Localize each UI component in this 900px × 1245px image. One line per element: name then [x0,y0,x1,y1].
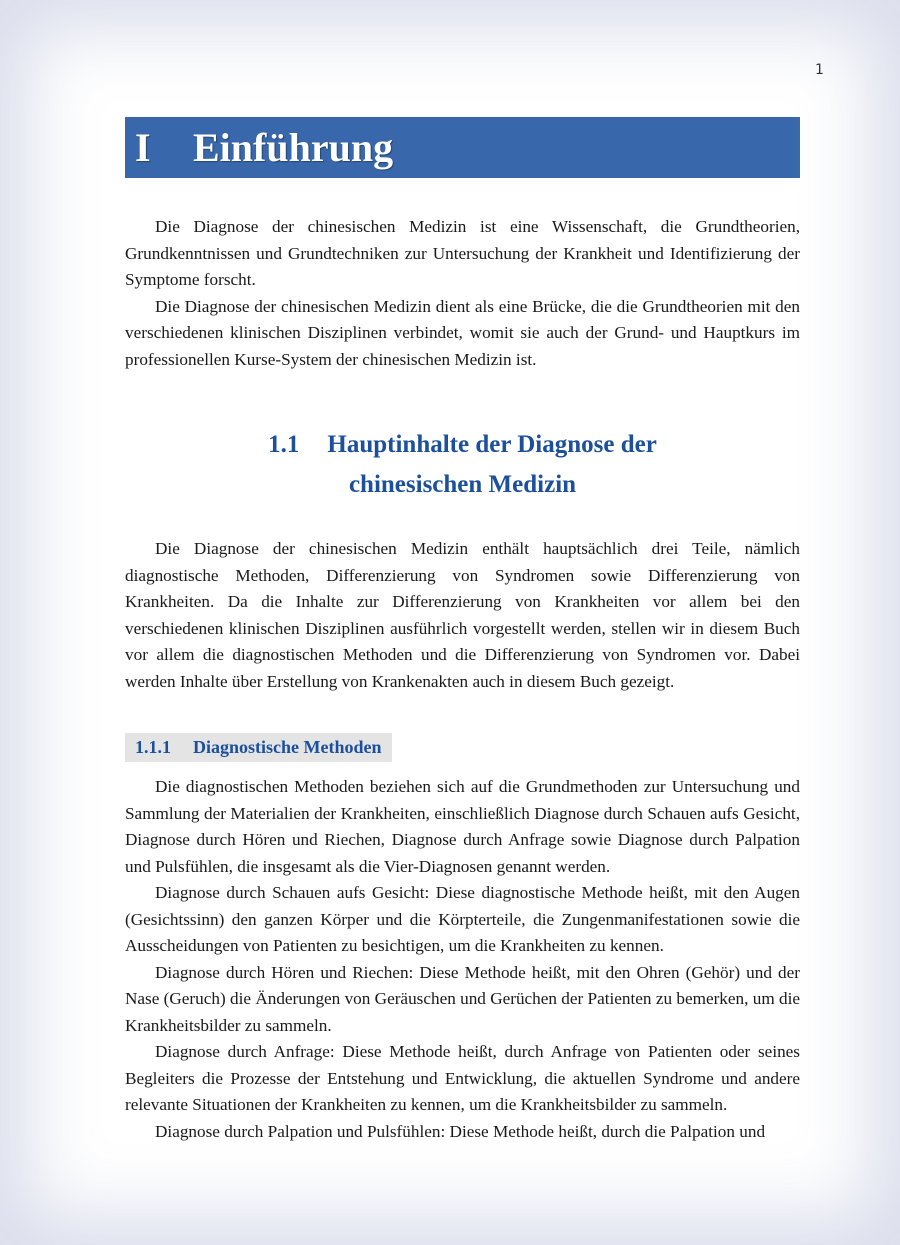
paragraph: Die Diagnose der chinesischen Medizin dient als eine Brücke, die die Grundtheorien mit den verschiedenen klinischen Disziplinen verbindet, womit sie auch der Grund- und Hauptkurs im professionellen Kurse-System der chinesischen Medizin ist. [125,296,800,369]
section-heading [125,425,800,505]
section-title-line-1: Hauptinhalte der Diagnose der [327,431,657,458]
paragraph: Die Diagnose der chinesischen Medizin ist eine Wissenschaft, die Grundtheorien, Grundkenntnissen und Grundtechniken zur Untersuchung der Krankheit und Identifizierung der Symptome forscht. [125,217,800,289]
paragraph-continued: Diagnose durch Palpation und Pulsfühlen: Diese Methode heißt, durch die Palpation und [155,1121,766,1141]
paragraph: Diagnose durch Anfrage: Diese Methode heißt, durch Anfrage von Patienten oder seines Begleiters die Prozesse der Entstehung und Entwicklung, die aktuellen Syndrome und andere relevante Situationen der Krankheiten zu kennen, um die Krankheitsbilder zu sammeln. [125,1042,800,1114]
subsection-number: 1.1.1 [135,737,171,757]
paragraph: Diagnose durch Schauen aufs Gesicht: Diese diagnostische Methode heißt, mit den Augen (Gesichtssinn) den ganzen Körper und die Körpterteile, die Zungenmanifestationen sowie die Ausscheidungen von Patienten zu besichtigen, um die Krankheiten zu kennen. [125,883,800,955]
paragraph: Die Diagnose der chinesischen Medizin enthält hauptsächlich drei Teile, nämlich diagnostische Methoden, Differenzierung von Syndromen sowie Differenzierung von Krankheiten. Da die Inhalte zur Differenzierung von Krankheiten vor allem bei den verschiedenen klinischen Disziplinen ausführlich vorgestellt werden, stellen wir in diesem Buch vor allem die diagnostischen Methoden und die Differenzierung von Syndromen vor. Dabei werden Inhalte über Erstellung von Krankenakten auch in diesem Buch gezeigt. [125,539,800,691]
subsection-title: Diagnostische Methoden [193,737,382,757]
section-title-line-2: chinesischen Medizin [348,471,577,498]
section-body [125,536,800,695]
chapter-number: I [135,125,151,170]
page-number: 1 [815,62,824,78]
subsection-body [125,774,800,1145]
section-number: 1.1 [268,431,300,458]
chapter-title: Einführung [193,125,394,170]
chapter-heading-banner [125,117,800,178]
intro-text [125,214,800,373]
subsection-heading [125,733,392,762]
paragraph: Die diagnostischen Methoden beziehen sich auf die Grundmethoden zur Untersuchung und Sammlung der Materialien der Krankheiten, einschließlich Diagnose durch Schauen aufs Gesicht, Diagnose durch Hören und Riechen, Diagnose durch Anfrage sowie Diagnose durch Palpation und Pulsfühlen, die insgesamt als die Vier-Diagnosen genannt werden. [125,777,800,876]
paragraph: Diagnose durch Hören und Riechen: Diese Methode heißt, mit den Ohren (Gehör) und der Nase (Geruch) die Änderungen von Geräuschen und Gerüchen der Patienten zu bemerken, um die Krankheitsbilder zu sammeln. [125,962,800,1035]
